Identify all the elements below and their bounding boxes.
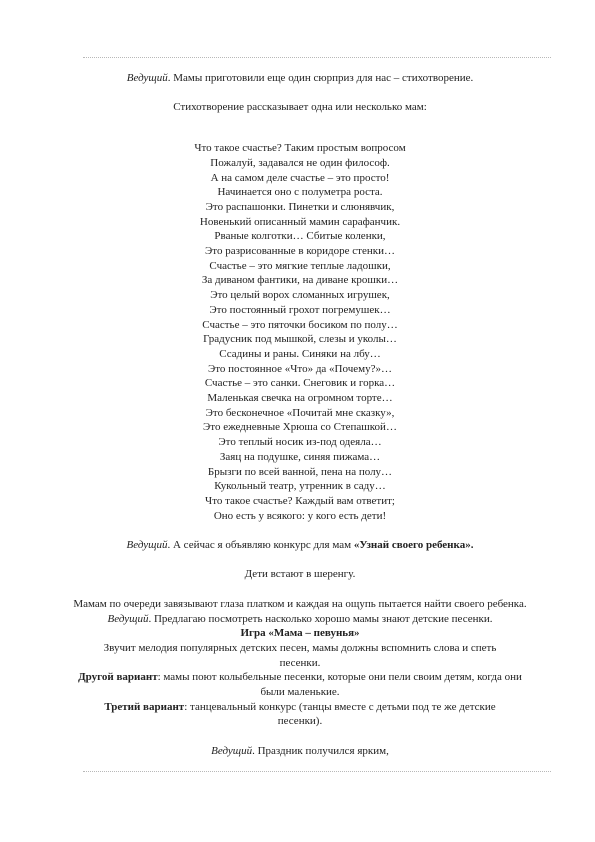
variant-three-label: Третий вариант: [104, 700, 185, 713]
speaker-label: Ведущий: [107, 612, 149, 625]
poem-line: Начинается оно с полуметра роста.: [217, 186, 383, 199]
poem-line: Заяц на подушке, синяя пижама…: [219, 450, 381, 463]
poem-line: Что такое счастье? Таким простым вопросом: [194, 142, 406, 155]
game-title-text: Игра «Мама – певунья»: [240, 627, 360, 640]
contest-text: . А сейчас я объявляю конкурс для мам: [167, 539, 354, 552]
poem-line: Маленькая свечка на огромном торте…: [207, 392, 393, 405]
contest-paragraph: [84, 538, 516, 553]
blindfold-paragraph: Мамам по очереди завязывают глаза платком и каждая на ощупь пытается найти своего ребенка.: [73, 597, 527, 610]
poem-line: Пожалуй, задавался не один философ.: [210, 156, 390, 169]
speaker-label: Ведущий: [126, 72, 168, 84]
poem-line: Что такое счастье? Каждый вам ответит;: [205, 494, 395, 507]
poem-line: Это ежедневные Хрюша со Степашкой…: [203, 421, 397, 434]
poem-line: За диваном фантики, на диване крошки…: [201, 274, 399, 287]
contest-name: «Узнай своего ребенка».: [353, 539, 474, 552]
intro-text: . Мамы приготовили еще один сюрприз для нас – стихотворение.: [167, 72, 474, 84]
poem-line: Это теплый носик из-под одеяла…: [218, 436, 382, 449]
poem-line: Счастье – это мягкие теплые ладошки,: [209, 259, 391, 272]
poem-line: Это распашонки. Пинетки и слюнявчик,: [205, 200, 395, 213]
poem-line: Это разрисованные в коридоре стенки…: [205, 245, 395, 258]
poem-line: Счастье – это санки. Снеговик и горка…: [204, 377, 396, 390]
poem-line: Это целый ворох сломанных игрушек,: [210, 289, 390, 302]
poem-line: Новенький описанный мамин сарафанчик.: [199, 215, 401, 228]
children-line: Дети встают в шеренгу.: [244, 568, 356, 581]
poem-line: Брызги по всей ванной, пена на полу…: [207, 465, 393, 478]
game-title: [84, 626, 516, 641]
songs-intro-paragraph: [84, 612, 516, 627]
game-description: Звучит мелодия популярных детских песен, мамы должны вспомнить слова и спеть песенки.: [103, 641, 497, 669]
poem-line: Это постоянный грохот погремушек…: [209, 303, 391, 316]
speaker-label: Ведущий: [126, 539, 168, 552]
poem-line: Счастье – это пяточки босиком по полу…: [202, 318, 398, 331]
poem: [84, 141, 516, 523]
poem-line: Градусник под мышкой, слезы и уколы…: [203, 333, 397, 346]
songs-intro-text: . Предлагаю посмотреть насколько хорошо мамы знают детские песенки.: [148, 612, 493, 625]
top-dotted-rule: [83, 57, 551, 58]
poem-intro: Стихотворение рассказывает одна или несколько мам:: [173, 101, 427, 114]
variant-two-paragraph: [72, 670, 528, 699]
poem-line: Кукольный театр, утренник в саду…: [214, 480, 386, 493]
bottom-dotted-rule: [83, 771, 551, 772]
poem-line: Рваные колготки… Сбитые коленки,: [214, 230, 386, 243]
closing-paragraph: [84, 744, 516, 759]
poem-line: Оно есть у всякого: у кого есть дети!: [213, 509, 387, 522]
document-content: [73, 71, 527, 759]
variant-three-text: : танцевальный конкурс (танцы вместе с детьми под те же детские песенки).: [184, 700, 496, 728]
speaker-label: Ведущий: [211, 744, 253, 757]
intro-paragraph: [84, 71, 516, 86]
poem-line: Это постоянное «Что» да «Почему?»…: [208, 362, 392, 375]
closing-text: . Праздник получился ярким,: [252, 744, 389, 757]
variant-two-label: Другой вариант: [78, 671, 158, 684]
poem-line: Ссадины и раны. Синяки на лбу…: [219, 347, 381, 360]
variant-two-text: : мамы поют колыбельные песенки, которые они пели своим детям, когда они были маленькие.: [157, 671, 522, 699]
poem-line: Это бесконечное «Почитай мне сказку»,: [205, 406, 395, 419]
variant-three-paragraph: [84, 700, 516, 729]
poem-line: А на самом деле счастье – это просто!: [210, 171, 390, 184]
